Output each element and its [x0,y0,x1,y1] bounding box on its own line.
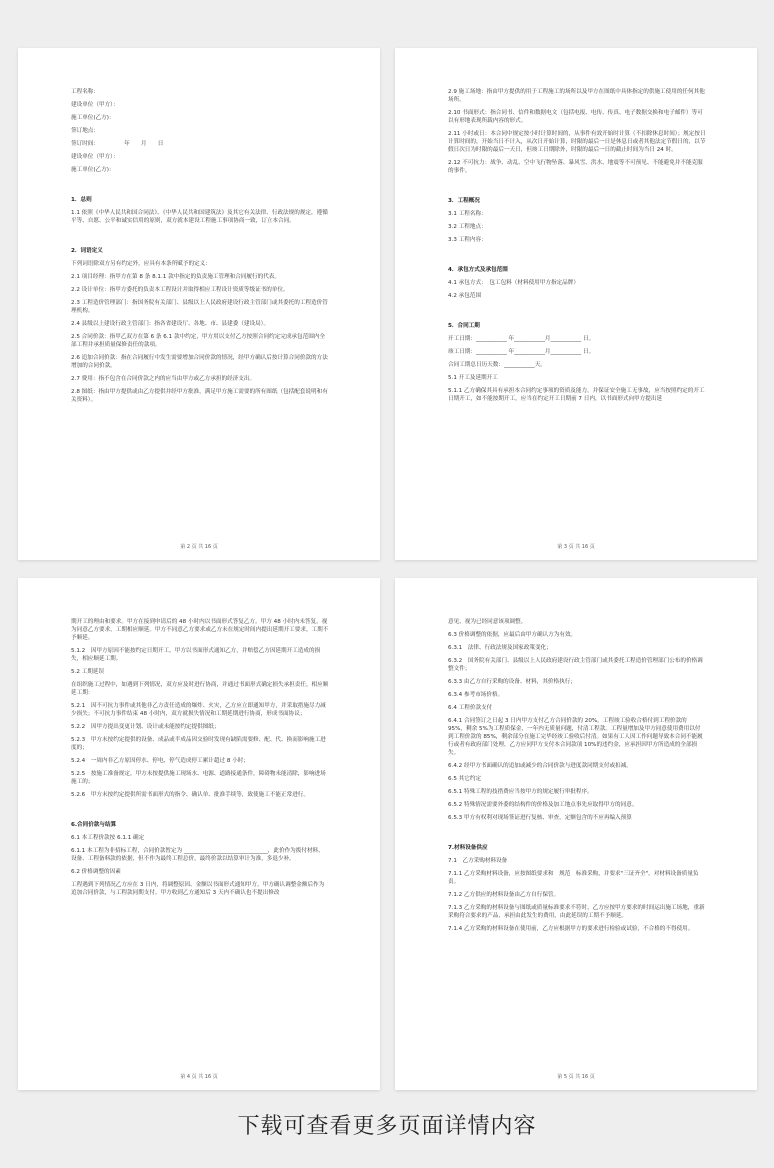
page-text [71,88,329,404]
paragraph: 期开工的理由和要求。甲方在接到申请后的 48 小时内以书面形式答复乙方。甲方 48 小时内未答复，视为同意乙方要求，工期相应顺延。甲方不同意乙方要求或乙方未在规定时间内提出延期开工要求，工期不予顺延。 [71,619,329,641]
paragraph: 2.11 小时或日：本合同中规定按小时计算时间的，从事件有效开始时计算（不扣除休息时间）；规定按日计算时间的，开始当日不计入，从次日开始计算，时限的最后一日是休息日或者其他法定节假日的，以节假日次日为时限的最后一天日，但竣工日期除外，时限的最后一日的截止时间为当日 24 时。 [448,131,706,153]
paragraph: 7.1 乙方采购材料设备 [448,858,508,864]
paragraph: 施工单位(乙方)： [71,115,115,121]
paragraph: 7.1.2 乙方供应的材料设备由乙方自行保管。 [448,892,560,898]
paragraph: 6.5.3 甲方有权利对现场签证进行复核、审查，定额包含的不应再编入预算 [448,815,632,821]
paragraph: 7.1.3 乙方采购的材料设备与图纸或质量标准要求不符时，乙方应按甲方要求的时间运出施工场地，重新采购符合要求的产品，承担由此发生的费用，由此延误的工期不予顺延。 [448,905,705,919]
page-text [71,618,329,897]
section-heading: 3．工程概况 [448,198,480,204]
page-footer: 第 2 页 共 16 页 [180,544,218,550]
paragraph: 1.1 依照《中华人民共和国合同法》、《中华人民共和国建筑法》及其它有关法律、行政法规的规定，遵循平等、自愿、公平和诚实信用的原则，双方就本建设工程施工事项协商一致，订立本合同。 [71,210,328,224]
paragraph: 7.1.1 乙方采购材料设备，应按图纸要求和 规范 标准采购，并要求"三证齐全"，对材料设备质量负责。 [448,871,699,885]
paragraph: 3.2 工程地点： [448,224,487,230]
paragraph: 6.5.1 特殊工程的技措费应当按甲方的规定履行审批程序。 [448,789,593,795]
paragraph: 5.1.1 乙方确保其具有承担本合同约定事项的资质及能力，并保证安全施工无事故，应当按照约定的开工日期开工，如不能按期开工，应当在约定开工日期前 7 日内，以书面形式向甲方提出延 [448,388,705,402]
paragraph: 3.3 工程内容： [448,237,487,243]
section-heading: 5．合同工期 [448,323,480,329]
paragraph: 下列词语除双方另有约定外，应具有本条所赋予的定义： [71,261,211,267]
paragraph: 5.2.5 按施工准备规定，甲方未按提供施工现场水、电源、道路接通条件，障碍物未能清除，影响进场施工的； [71,771,326,785]
paragraph: 5.2.3 甲方未按约定提供的设备、成品或半成品因交验时发现有缺陷需要修、配、代、换而影响施工进度的； [71,737,326,751]
paragraph: 3.1 工程名称： [448,211,487,217]
paragraph: 4.1 承包方式： 包工包料（材料使用甲方指定品牌） [448,280,579,286]
document-page-4 [18,578,380,1090]
paragraph: 4.2 承包范围 [448,293,482,299]
paragraph: 施工单位(乙方)： [71,167,115,173]
paragraph: 工程遇到下列情况乙方应在 3 日内，将调整原因、金额以书面形式通知甲方，甲方确认调整金额后作为追加合同价款，与工程款同期支付。甲方收到乙方通知后 3 天内不确认也不提出修改 [71,882,325,896]
paragraph: 6.5.2 特殊情况需要外委的结构件的价格及加工地点事先应取得甲方的同意。 [448,802,638,808]
paragraph: 5.2 工期延误 [71,669,105,675]
paragraph: 2.10 书面形式：指合同书、信件和数据电文（包括电报、电传、传真、电子数据交换和电子邮件）等可以有形地表现所载内容的形式。 [448,110,703,124]
paragraph: 6.2 价格调整的因素 [71,869,121,875]
paragraph: 6.3 价格调整的依据，应最后由甲方确认方为有效。 [448,632,577,638]
paragraph: 6.4 工程价款支付 [448,705,493,711]
paragraph: 2.6 追加合同价款：指在合同履行中发生需要增加合同价款的情况，经甲方确认后按计算合同价款的方法增加的合同价款。 [71,355,328,369]
section-heading: 7.材料设备供应 [448,845,488,851]
paragraph: 7.1.4 乙方采购的材料设备在使用前，乙方应根据甲方的要求进行检验或试验，不合格的不得使用。 [448,926,694,932]
paragraph: 合同工期总日历天数：___________天。 [448,362,546,368]
section-heading: 4．承包方式及承包范围 [448,267,508,273]
paragraph: 6.3.4 参考市场价格。 [448,692,504,698]
paragraph: 签订时间： 年 月 日 [71,141,164,147]
paragraph: 工程名称： [71,89,99,95]
paragraph: 2.7 费用：指不包含在合同价款之内的应当由甲方或乙方承担的经济支出。 [71,376,256,382]
page-footer: 第 5 页 共 16 页 [557,1074,595,1080]
section-heading: 1．总则 [71,197,92,203]
paragraph: 建设单位（甲方）： [71,154,119,160]
paragraph: 签订地点： [71,128,99,134]
paragraph: 2.9 施工场地：指由甲方提供的用于工程施工的场所以及甲方在图纸中具体指定的供施工使用的任何其他场所。 [448,89,705,103]
paragraph: 6.3.3 由乙方自行采购的设备、材料，其价格执行； [448,679,576,685]
paragraph: 竣工日期：___________ 年___________月___________ 日。 [448,349,595,355]
document-page-2 [18,48,380,560]
paragraph: 开工日期：___________ 年___________月___________ 日。 [448,336,595,342]
section-heading: 6.合同价款与结算 [71,822,117,828]
paragraph: 2.5 合同价款：指甲乙双方在第 6 条 6.1 款中约定，甲方用以支付乙方按照合同约定完成承包范围内全部工程并承担质量保修责任的款项。 [71,334,325,348]
document-page-3 [395,48,757,560]
paragraph: 6.1 本工程价款按 6.1.1 确定 [71,835,145,841]
paragraph: 建设单位（甲方）： [71,102,119,108]
paragraph: 2.2 设计单位：指甲方委托的负责本工程设计并取得相应工程设计资质等级证书的单位。 [71,287,289,293]
paragraph: 6.4.1 合同签订之日起 3 日内甲方支付乙方合同价款的 20%。工程竣工验收合格付到工程价款的 95%，剩余 5%为工程质保金，一年内无质量问题，付清工程款。工程量增加及甲方同意使用费用以付到工程价款的 85%，剩余部分在施工完毕经竣工验收后付清。如果有工人因工作问题导致本合同不能履行或者有政府部门处理，乙方应同甲方支付本合同款项 10%的违约金，应承担因甲方所造成的全部损失。 [448,718,703,756]
paragraph: 2.1 项目经理：指甲方在第 8 条 8.1.1 款中指定的负责施工管理和合同履行的代表。 [71,274,280,280]
paragraph: 意见，视为已经同意该项调整。 [448,619,527,625]
document-page-5 [395,578,757,1090]
paragraph: 5.2.6 甲方未按约定提供所需书面形式的指令、确认单、批准手续等，致使施工不能正常进行。 [71,792,309,798]
paragraph: 2.3 工程造价管理部门：指国务院有关部门、县级以上人民政府建设行政主管部门或其委托的工程造价管理机构。 [71,300,328,314]
paragraph: 2.8 图纸：指由甲方提供或由乙方提供并经甲方批准，满足甲方施工需要的所有图纸（包括配套说明和有关资料）。 [71,389,328,403]
paragraph: 5.2.1 因不可抗力事件或其他非乙方责任造成的爆炸、火灾，乙方应立即通知甲方，并采取措施尽力减少损失；不可抗力事件结束 48 小时内，双方就损失情况和工期延期进行协商，形成书面协议； [71,703,326,717]
paragraph: 6.3.2 国务院有关部门、县级以上人民政府建设行政主管部门或其委托工程造价管理部门公布的价格调整文件； [448,658,703,672]
paragraph: 5.2.4 一周内非乙方原因停水、停电、停气造成停工累计超过 8 小时； [71,758,249,764]
page-footer: 第 4 页 共 16 页 [180,1074,218,1080]
paragraph: 6.1.1 本工程为非招标工程，合同价款暂定为 ______________________________，此价作为拨付材料、设备、工程备料款的依据，但不作为最终工程总价，最终价款以结算审计为准，多退少补。 [71,848,324,862]
section-heading: 2．词语定义 [71,248,103,254]
paragraph: 2.4 县级以上建设行政主管部门：指各省建设厅、各地、市、县建委（建设局）。 [71,321,270,327]
download-caption: 下载可查看更多页面详情内容 [237,1114,537,1139]
paragraph: 5.1 开工及延期开工 [448,375,498,381]
paragraph: 2.12 不可抗力：战争、动乱、空中飞行物坠落、暴风雪、洪水、地震等不可预见、不能避免并不能克服的事件。 [448,160,703,174]
paragraph: 6.3.1 法律、行政法规及国家政策变化； [448,645,552,651]
page-text [448,88,706,403]
paragraph: 5.1.2 因甲方原因不能按约定日期开工，甲方以书面形式通知乙方，并赔偿乙方因延期开工造成的损失，相应顺延工期。 [71,648,321,662]
paragraph: 5.2.2 因甲方提出变更计划、设计或未能按约定提供图纸； [71,724,220,730]
paragraph: 6.4.2 经甲方书面确认的追加或减少的合同价款与进度款同期支付或扣减。 [448,763,632,769]
paragraph: 在组织施工过程中，如遇到下列情况，双方应及时进行协商，并通过书面形式确定损失承担责任，相应顺延工期： [71,682,329,696]
paragraph: 6.5 其它约定 [448,776,482,782]
page-text [448,618,706,933]
page-footer: 第 3 页 共 16 页 [557,544,595,550]
